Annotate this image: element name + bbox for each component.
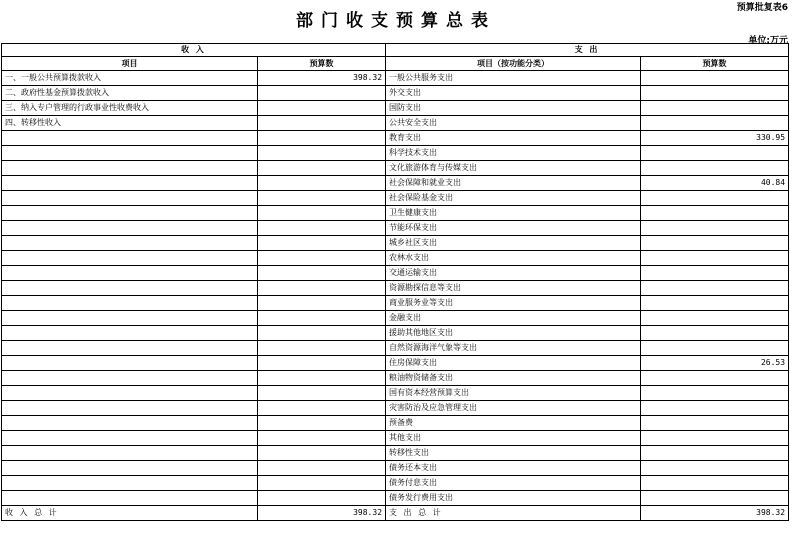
income-item-cell [2, 266, 258, 281]
income-amount-cell [258, 236, 386, 251]
budget-table [1, 43, 789, 521]
expense-item-cell: 债务发行费用支出 [386, 491, 641, 506]
income-amount-cell [258, 326, 386, 341]
table-row [2, 401, 789, 416]
expense-item-cell: 资源勘探信息等支出 [386, 281, 641, 296]
table-row [2, 341, 789, 356]
table-row [2, 221, 789, 236]
income-amount-cell [258, 296, 386, 311]
income-item-cell [2, 326, 258, 341]
expense-item-cell: 卫生健康支出 [386, 206, 641, 221]
expense-item-cell: 公共安全支出 [386, 116, 641, 131]
income-amount-cell [258, 131, 386, 146]
income-amount-cell [258, 446, 386, 461]
income-item-cell [2, 146, 258, 161]
table-row [2, 266, 789, 281]
expense-item-cell: 粮油物资储备支出 [386, 371, 641, 386]
income-item-cell [2, 206, 258, 221]
table-row [2, 446, 789, 461]
income-amount-cell [258, 86, 386, 101]
income-amount-cell [258, 401, 386, 416]
table-row [2, 476, 789, 491]
income-item-cell [2, 281, 258, 296]
expense-item-cell: 节能环保支出 [386, 221, 641, 236]
table-row [2, 251, 789, 266]
expense-amount-cell [641, 401, 789, 416]
table-row [2, 236, 789, 251]
income-amount-cell [258, 431, 386, 446]
expense-amount-cell [641, 341, 789, 356]
column-header-row [2, 57, 789, 71]
expense-amount-cell [641, 251, 789, 266]
expense-amount-cell [641, 101, 789, 116]
unit-label: 单位:万元 [748, 36, 788, 46]
expense-amount-cell [641, 221, 789, 236]
expense-item-cell: 城乡社区支出 [386, 236, 641, 251]
income-amount-cell [258, 191, 386, 206]
table-row [2, 161, 789, 176]
income-item-cell [2, 491, 258, 506]
income-item-cell: 三、纳入专户管理的行政事业性收费收入 [2, 101, 258, 116]
table-row [2, 86, 789, 101]
income-amount-cell [258, 311, 386, 326]
expense-item-cell: 住房保障支出 [386, 356, 641, 371]
expense-item-cell: 农林水支出 [386, 251, 641, 266]
income-amount-cell [258, 476, 386, 491]
income-amount-cell [258, 371, 386, 386]
expense-item-cell: 金融支出 [386, 311, 641, 326]
table-row [2, 461, 789, 476]
income-amount-cell [258, 356, 386, 371]
table-row [2, 116, 789, 131]
expense-item-cell: 其他支出 [386, 431, 641, 446]
income-amount-cell [258, 491, 386, 506]
table-row [2, 386, 789, 401]
income-amount-cell [258, 251, 386, 266]
expense-amount-cell [641, 266, 789, 281]
table-row [2, 416, 789, 431]
expense-item-column-header: 项目（按功能分类） [386, 57, 641, 71]
expense-amount-cell: 40.84 [641, 176, 789, 191]
expense-amount-cell [641, 236, 789, 251]
income-total-amount: 398.32 [258, 506, 386, 521]
income-item-cell [2, 236, 258, 251]
income-amount-cell [258, 416, 386, 431]
expense-amount-cell [641, 146, 789, 161]
income-item-cell [2, 446, 258, 461]
income-amount-cell [258, 101, 386, 116]
expense-amount-cell [641, 116, 789, 131]
expense-item-cell: 债务还本支出 [386, 461, 641, 476]
income-item-cell [2, 296, 258, 311]
income-item-cell [2, 131, 258, 146]
expense-item-cell: 援助其他地区支出 [386, 326, 641, 341]
income-item-cell [2, 221, 258, 236]
income-amount-cell [258, 386, 386, 401]
form-number: 预算批复表6 [736, 3, 788, 13]
income-item-cell [2, 386, 258, 401]
expense-item-cell: 商业服务业等支出 [386, 296, 641, 311]
income-amount-cell: 398.32 [258, 71, 386, 86]
expense-amount-cell: 330.95 [641, 131, 789, 146]
income-amount-cell [258, 266, 386, 281]
table-row [2, 491, 789, 506]
expense-item-cell: 转移性支出 [386, 446, 641, 461]
income-item-cell [2, 401, 258, 416]
table-row [2, 296, 789, 311]
table-row [2, 281, 789, 296]
expense-section-header: 支 出 [386, 44, 789, 57]
expense-item-cell: 国有资本经营预算支出 [386, 386, 641, 401]
expense-item-cell: 教育支出 [386, 131, 641, 146]
income-amount-cell [258, 176, 386, 191]
income-amount-cell [258, 281, 386, 296]
expense-budget-column-header: 预算数 [641, 57, 789, 71]
income-item-cell [2, 161, 258, 176]
income-amount-cell [258, 146, 386, 161]
expense-item-cell: 文化旅游体育与传媒支出 [386, 161, 641, 176]
income-amount-cell [258, 206, 386, 221]
income-section-header: 收 入 [2, 44, 386, 57]
expense-amount-cell [641, 386, 789, 401]
expense-total-amount: 398.32 [641, 506, 789, 521]
income-item-cell [2, 251, 258, 266]
income-item-cell: 二、政府性基金预算拨款收入 [2, 86, 258, 101]
expense-item-cell: 一般公共服务支出 [386, 71, 641, 86]
expense-amount-cell [641, 161, 789, 176]
income-total-label: 收 入 总 计 [2, 506, 258, 521]
income-amount-cell [258, 341, 386, 356]
expense-amount-cell [641, 86, 789, 101]
expense-amount-cell [641, 476, 789, 491]
expense-item-cell: 预备费 [386, 416, 641, 431]
expense-amount-cell [641, 71, 789, 86]
table-row [2, 356, 789, 371]
expense-amount-cell [641, 311, 789, 326]
income-item-cell [2, 431, 258, 446]
section-header-row [2, 44, 789, 57]
table-row [2, 191, 789, 206]
income-item-cell [2, 461, 258, 476]
income-amount-cell [258, 116, 386, 131]
income-item-cell [2, 311, 258, 326]
table-row [2, 371, 789, 386]
expense-item-cell: 科学技术支出 [386, 146, 641, 161]
table-row [2, 311, 789, 326]
expense-item-cell: 交通运输支出 [386, 266, 641, 281]
income-item-cell [2, 356, 258, 371]
expense-amount-cell [641, 371, 789, 386]
table-body [2, 71, 789, 506]
table-row [2, 206, 789, 221]
expense-amount-cell [641, 281, 789, 296]
income-item-cell [2, 371, 258, 386]
expense-item-cell: 社会保障和就业支出 [386, 176, 641, 191]
page-title: 部门收支预算总表 [296, 11, 496, 31]
income-item-cell [2, 191, 258, 206]
income-item-cell: 一、一般公共预算拨款收入 [2, 71, 258, 86]
expense-amount-cell [641, 446, 789, 461]
income-amount-cell [258, 461, 386, 476]
expense-amount-cell [641, 206, 789, 221]
income-item-cell [2, 416, 258, 431]
table-row [2, 431, 789, 446]
total-row [2, 506, 789, 521]
income-amount-cell [258, 161, 386, 176]
income-item-cell: 四、转移性收入 [2, 116, 258, 131]
table-row [2, 71, 789, 86]
expense-amount-cell [641, 431, 789, 446]
table-row [2, 146, 789, 161]
expense-amount-cell: 26.53 [641, 356, 789, 371]
expense-amount-cell [641, 416, 789, 431]
expense-amount-cell [641, 296, 789, 311]
table-row [2, 131, 789, 146]
income-item-cell [2, 176, 258, 191]
expense-item-cell: 社会保险基金支出 [386, 191, 641, 206]
income-item-column-header: 项目 [2, 57, 258, 71]
expense-amount-cell [641, 491, 789, 506]
table-row [2, 176, 789, 191]
table-row [2, 326, 789, 341]
table-row [2, 101, 789, 116]
expense-item-cell: 国防支出 [386, 101, 641, 116]
expense-item-cell: 债务付息支出 [386, 476, 641, 491]
income-amount-cell [258, 221, 386, 236]
income-item-cell [2, 341, 258, 356]
income-item-cell [2, 476, 258, 491]
expense-total-label: 支 出 总 计 [386, 506, 641, 521]
income-budget-column-header: 预算数 [258, 57, 386, 71]
expense-item-cell: 自然资源海洋气象等支出 [386, 341, 641, 356]
expense-amount-cell [641, 461, 789, 476]
expense-amount-cell [641, 326, 789, 341]
expense-item-cell: 灾害防治及应急管理支出 [386, 401, 641, 416]
expense-amount-cell [641, 191, 789, 206]
expense-item-cell: 外交支出 [386, 86, 641, 101]
